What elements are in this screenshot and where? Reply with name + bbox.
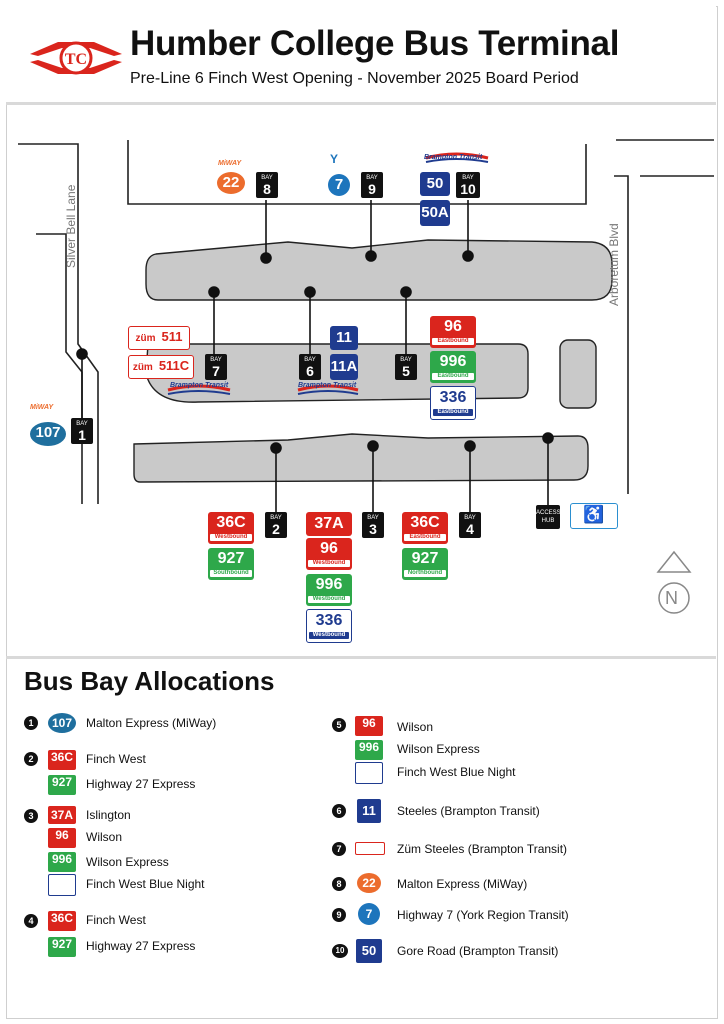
legend-number-2: 2	[24, 752, 38, 766]
bay-7	[205, 354, 227, 380]
bay-number: 3	[369, 521, 377, 537]
legend-name: Finch West Blue Night	[86, 877, 205, 891]
legend-number-4: 4	[24, 914, 38, 928]
route-number: 36C	[216, 514, 246, 531]
legend-number-6: 6	[332, 804, 346, 818]
street-label-west: Silver Bell Lane	[64, 184, 78, 268]
route-number: 96	[55, 828, 69, 842]
north-label: N	[665, 588, 678, 608]
route-number: 96	[444, 318, 462, 335]
legend-name: Highway 27 Express	[86, 777, 196, 791]
bay-10	[456, 172, 480, 198]
legend-number-1: 1	[24, 716, 38, 730]
route-number: 96	[320, 540, 338, 557]
legend-route-996	[355, 740, 383, 760]
zum-prefix: züm	[132, 362, 153, 373]
bay-number: 4	[466, 521, 474, 537]
route-number: 996	[51, 852, 73, 866]
route-direction: Westbound	[308, 560, 350, 567]
bay-4	[459, 512, 481, 538]
bay-5	[395, 354, 417, 380]
legend-route-37a	[48, 806, 76, 824]
route-number: 511C	[158, 358, 190, 373]
route-number: 50	[361, 943, 377, 958]
legend-route-107: 107	[48, 713, 76, 733]
route-996-eb-badge	[430, 351, 476, 383]
zum-prefix: züm	[135, 333, 156, 344]
route-number: 927	[51, 937, 73, 951]
section-divider	[6, 656, 716, 659]
legend-name: Malton Express (MiWay)	[86, 716, 217, 730]
route-511-badge	[128, 326, 190, 350]
legend-number-3: 3	[24, 809, 38, 823]
route-number: 336	[51, 875, 73, 889]
bay-number: 2	[272, 521, 280, 537]
allocations-title: Bus Bay Allocations	[24, 666, 275, 696]
legend-name: Wilson	[397, 720, 434, 734]
route-36c-wb-badge	[208, 512, 254, 544]
route-number: 511	[364, 844, 376, 851]
route-direction: Westbound	[308, 596, 350, 603]
route-511c-badge	[128, 355, 194, 379]
route-direction: Southbound	[210, 570, 252, 577]
route-direction: Northbound	[404, 570, 446, 577]
legend-route-96	[355, 716, 383, 736]
miway-label-bay1: MiWAY	[30, 404, 54, 411]
route-number: 996	[439, 353, 467, 370]
wheelchair-icon: ♿	[570, 503, 618, 529]
route-50a-badge	[420, 200, 450, 226]
route-number: 96	[362, 716, 376, 730]
bay-number: 5	[402, 363, 410, 379]
bay-1	[71, 418, 93, 444]
route-number: 927	[411, 550, 439, 567]
bay-8	[256, 172, 278, 198]
legend-name: Wilson Express	[86, 855, 169, 869]
bay-number: 9	[368, 181, 376, 197]
legend-name: Highway 27 Express	[86, 939, 196, 953]
bay-number: 6	[306, 363, 314, 379]
route-7-badge: 7	[328, 174, 350, 196]
page-title: Humber College Bus Terminal	[130, 24, 620, 63]
svg-text:TC: TC	[64, 51, 88, 68]
bay-label: BAY	[76, 421, 88, 427]
legend-name: Steeles (Brampton Transit)	[397, 804, 540, 818]
legend-name: Highway 7 (York Region Transit)	[397, 908, 569, 922]
route-336-eb-badge	[430, 386, 476, 420]
legend-name: Islington	[86, 808, 131, 822]
route-96-wb-badge	[306, 538, 352, 570]
bay-9	[361, 172, 383, 198]
bay-label: BAY	[261, 175, 273, 181]
route-direction: Westbound	[309, 632, 349, 639]
route-number: 36C	[50, 750, 73, 764]
legend-number-8: 8	[332, 877, 346, 891]
route-number: 36C	[50, 911, 73, 925]
bay-label: BAY	[400, 357, 412, 363]
bay-number: 1	[78, 427, 86, 443]
bay-3	[362, 512, 384, 538]
miway-label: MiWAY	[218, 160, 242, 167]
bay-label: BAY	[464, 515, 476, 521]
street-label-east: Arboretum Blvd	[607, 223, 621, 306]
bay-number: 8	[263, 181, 271, 197]
route-number: 927	[217, 550, 245, 567]
legend-route-7: 7	[358, 903, 380, 925]
bay-number: 10	[460, 181, 476, 197]
route-direction: Eastbound	[433, 409, 473, 416]
bay-label: BAY	[210, 357, 222, 363]
bay-label: BAY	[367, 515, 379, 521]
legend-number-10: 10	[332, 944, 348, 958]
route-number: 336	[439, 389, 467, 406]
route-number: 50A	[421, 204, 449, 221]
bay-label: BAY	[304, 357, 316, 363]
route-number: 996	[358, 740, 380, 754]
route-number: 511	[161, 329, 183, 344]
bay-label: BAY	[366, 175, 378, 181]
legend-name: Wilson Express	[397, 742, 480, 756]
route-direction: Westbound	[210, 534, 252, 541]
route-number: 37A	[314, 515, 344, 532]
legend-route-50	[356, 939, 382, 963]
bay-label: BAY	[462, 175, 474, 181]
legend-number-5: 5	[332, 718, 346, 732]
route-number: 996	[315, 576, 343, 593]
access-hub-label: ACCESS HUB	[536, 505, 560, 529]
route-11a-badge	[330, 354, 358, 380]
header	[6, 6, 716, 105]
ttc-logo-icon	[28, 32, 124, 84]
page-subtitle: Pre-Line 6 Finch West Opening - November 2025 Board Period	[130, 70, 579, 87]
route-number: 11	[336, 329, 352, 346]
legend-name: Finch West	[86, 913, 146, 927]
legend-route-336	[48, 874, 76, 896]
legend-route-511	[355, 842, 385, 855]
legend-route-927	[48, 775, 76, 795]
legend-name: Wilson	[86, 830, 123, 844]
bay-number: 7	[212, 363, 220, 379]
route-number: 927	[51, 775, 73, 789]
yrt-icon: Y	[330, 152, 339, 166]
legend-name: Finch West Blue Night	[397, 765, 516, 779]
legend-route-927	[48, 937, 76, 957]
legend-route-996	[48, 852, 76, 872]
route-37a-badge	[306, 512, 352, 536]
route-number: 336	[315, 612, 343, 629]
legend-number-7: 7	[332, 842, 346, 856]
route-22-badge: 22	[217, 172, 245, 194]
legend-route-22: 22	[357, 873, 381, 893]
legend-name: Züm Steeles (Brampton Transit)	[397, 842, 568, 856]
route-107-badge: 107	[30, 422, 66, 446]
bay-label: BAY	[270, 515, 282, 521]
route-number: 336	[358, 763, 380, 777]
route-336-wb-badge	[306, 609, 352, 643]
route-number: 36C	[410, 514, 440, 531]
route-50-badge	[420, 172, 450, 196]
legend-route-96	[48, 828, 76, 848]
legend-number-9: 9	[332, 908, 346, 922]
route-927-sb-badge	[208, 548, 254, 580]
route-direction: Eastbound	[432, 373, 474, 380]
brampton-label-bay10: Brampton Transit	[424, 154, 483, 161]
route-927-nb-badge	[402, 548, 448, 580]
route-number: 37A	[50, 808, 73, 822]
route-direction: Eastbound	[432, 338, 474, 345]
brampton-label-bay6: Brampton Transit	[298, 382, 357, 389]
route-11-badge	[330, 326, 358, 350]
route-36c-eb-badge	[402, 512, 448, 544]
legend-name: Gore Road (Brampton Transit)	[397, 944, 559, 958]
legend-route-336	[355, 762, 383, 784]
legend-name: Finch West	[86, 752, 146, 766]
route-number: 11A	[330, 358, 358, 375]
route-96-eb-badge	[430, 316, 476, 348]
route-996-wb-badge	[306, 574, 352, 606]
route-number: 11	[362, 803, 376, 818]
legend-route-36c	[48, 750, 76, 770]
bay-2	[265, 512, 287, 538]
legend-name: Malton Express (MiWay)	[397, 877, 528, 891]
route-direction: Eastbound	[404, 534, 446, 541]
legend-route-36c	[48, 911, 76, 931]
legend-route-11	[357, 799, 381, 823]
bay-6	[299, 354, 321, 380]
route-number: 50	[426, 175, 444, 192]
brampton-label-bay7: Brampton Transit	[170, 382, 229, 389]
